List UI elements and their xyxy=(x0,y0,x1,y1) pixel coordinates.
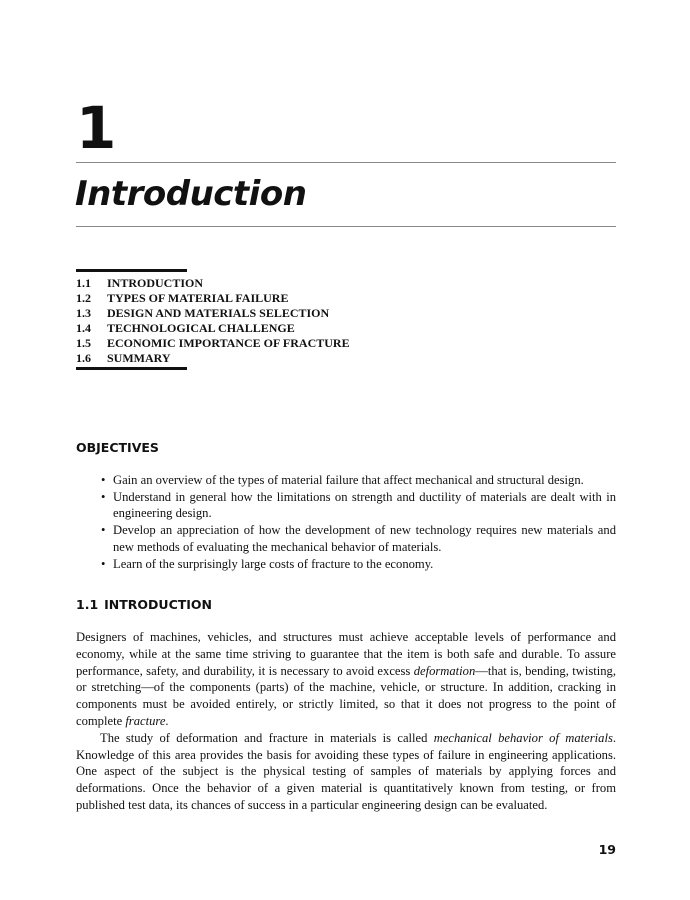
emphasized-term: deformation xyxy=(413,663,476,678)
objective-item: • Gain an overview of the types of material failure that affect mechanical and structural design. xyxy=(113,472,616,489)
contents-bottom-bar xyxy=(76,367,187,370)
paragraph-text: Designers of machines, vehicles, and structures must achieve acceptable levels of performance and economy, while at the same time striving to guarantee that the item is both safe and durable. To assure performance, safety, and durability, it is necessary to avoid excess xyxy=(76,630,616,678)
contents-list xyxy=(76,272,350,367)
chapter-contents xyxy=(76,269,350,370)
section-title: INTRODUCTION xyxy=(104,597,213,612)
paragraph xyxy=(76,629,616,730)
title-bottom-rule xyxy=(76,226,616,227)
contents-item-number: 1.1 xyxy=(76,276,91,290)
contents-item-title: INTRODUCTION xyxy=(107,276,204,290)
section-number: 1.1 xyxy=(76,597,99,612)
page-number: 19 xyxy=(598,842,616,857)
contents-item-number: 1.6 xyxy=(76,351,91,365)
contents-item-title: TYPES OF MATERIAL FAILURE xyxy=(107,291,289,305)
objectives-list xyxy=(113,472,616,572)
chapter-number: 1 xyxy=(76,94,115,162)
contents-item xyxy=(76,351,187,366)
contents-item-title: DESIGN AND MATERIALS SELECTION xyxy=(107,306,330,320)
paragraph-text: The study of deformation and fracture in materials is called xyxy=(100,730,434,745)
title-top-rule xyxy=(76,162,616,163)
contents-item-number: 1.2 xyxy=(76,291,91,305)
paragraph xyxy=(76,730,616,814)
objective-item: • Develop an appreciation of how the development of new technology requires new materials and new methods of evaluating the mechanical behavior of materials. xyxy=(113,522,616,555)
objectives-heading: OBJECTIVES xyxy=(76,440,159,455)
emphasized-term: mechanical behavior of materials xyxy=(433,730,613,745)
paragraph-text: . Knowledge of this area provides the basis for avoiding these types of failure in engineering applications. One aspect of the subject is the physical testing of samples of materials by applying forces and deformations. Once the behavior of a given material is quantitatively known from testing, or from published test data, its chances of success in a particular engineering design can be evaluated. xyxy=(76,730,617,812)
contents-item xyxy=(76,276,204,291)
contents-item-number: 1.3 xyxy=(76,306,91,320)
contents-item xyxy=(76,291,289,306)
contents-item-title: ECONOMIC IMPORTANCE OF FRACTURE xyxy=(107,336,350,350)
contents-item xyxy=(76,306,330,321)
objective-item: • Learn of the surprisingly large costs of fracture to the economy. xyxy=(113,556,616,573)
contents-item xyxy=(76,336,350,351)
body-text xyxy=(76,629,616,814)
contents-item-title: SUMMARY xyxy=(107,351,171,365)
contents-item-number: 1.5 xyxy=(76,336,91,350)
contents-item xyxy=(76,321,295,336)
section-heading xyxy=(76,597,212,613)
paragraph-text: . xyxy=(165,713,169,728)
contents-item-number: 1.4 xyxy=(76,321,91,335)
contents-item-title: TECHNOLOGICAL CHALLENGE xyxy=(107,321,295,335)
emphasized-term: fracture xyxy=(125,713,166,728)
chapter-title: Introduction xyxy=(75,174,307,214)
objective-item: • Understand in general how the limitations on strength and ductility of materials are dealt with in engineering design. xyxy=(113,489,616,522)
paragraph-text: —that is, bending, twisting, or stretching—of the components (parts) of the machine, vehicle, or structure. In addition, cracking in components must be avoided entirely, or strictly limited, so that it does not progress to the point of complete xyxy=(76,663,616,728)
